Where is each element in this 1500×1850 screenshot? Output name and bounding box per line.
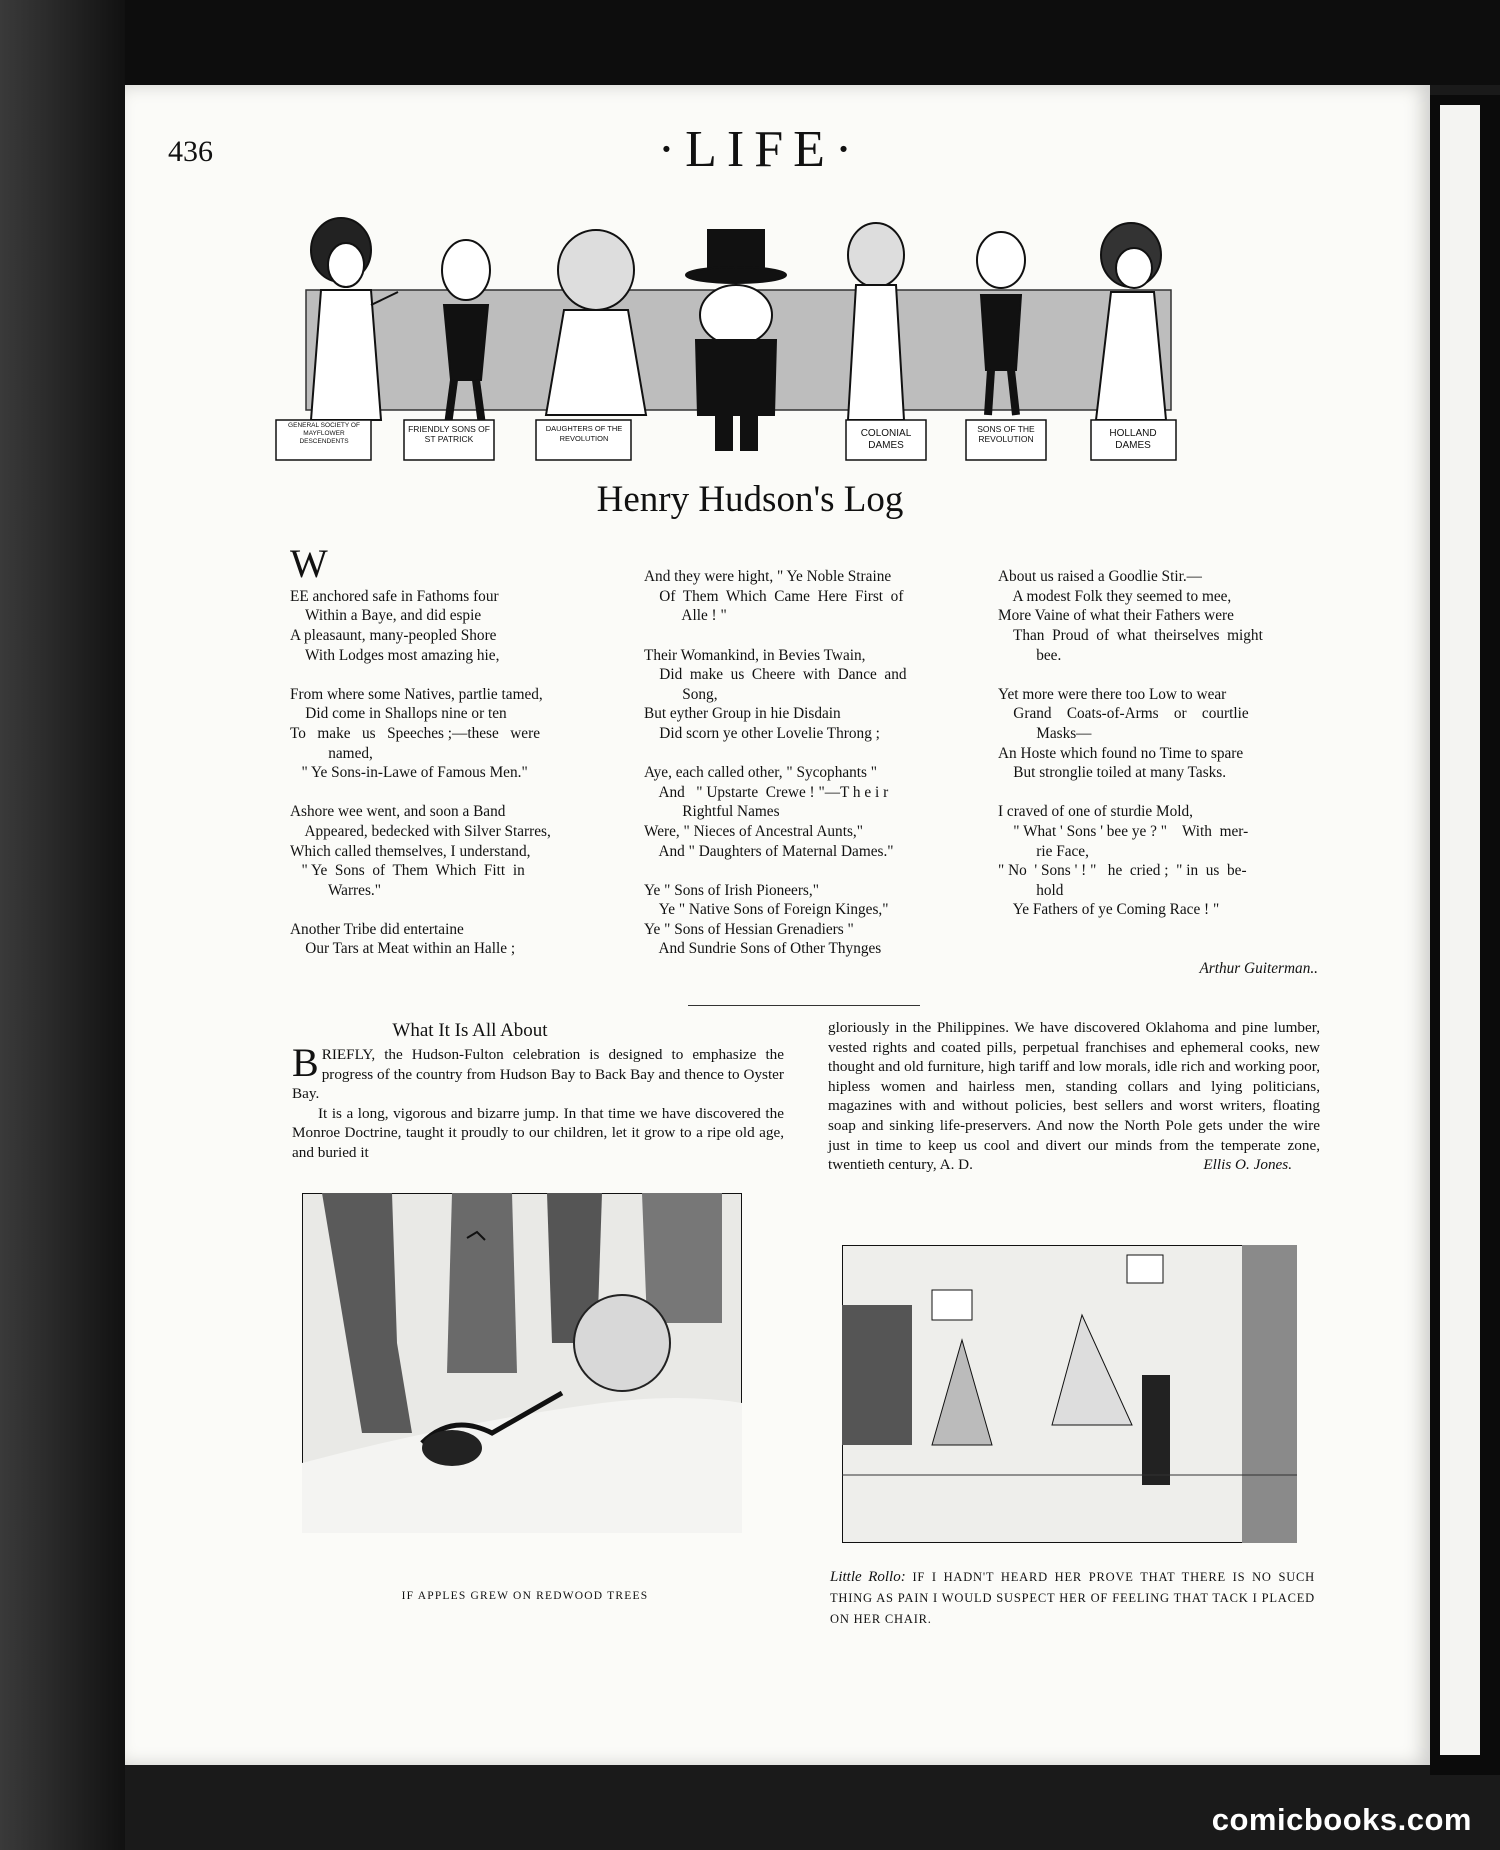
poem-line: Grand Coats-of-Arms or courtlie [998, 705, 1249, 723]
poem-line [644, 626, 974, 646]
poem-line: But stronglie toiled at many Tasks. [998, 764, 1227, 782]
masthead-title: ·LIFE· [657, 121, 863, 178]
poem-line: Their Womankind, in Bevies Twain, [644, 646, 866, 664]
caption-lead: Little Rollo: [830, 1569, 906, 1585]
poem-line: Ye " Native Sons of Foreign Kinges," [644, 901, 889, 919]
poem-line: Alle ! " [644, 607, 727, 625]
poem-line: Did come in Shallops nine or ten [290, 705, 507, 723]
poem-signature: Arthur Guiterman.. [1199, 960, 1318, 978]
poem-line: Song, [644, 685, 718, 703]
wall-picture [932, 1290, 972, 1320]
article-signature: Ellis O. Jones. [1203, 1156, 1292, 1174]
redwood-apple-illustration [302, 1193, 742, 1533]
poem-line: And they were hight, " Ye Noble Straine [644, 568, 892, 586]
poem-line: Ye Fathers of ye Coming Race ! " [998, 901, 1220, 919]
poem-line: Than Proud of what theirselves might [998, 626, 1263, 644]
article-column-1 [292, 1040, 784, 1163]
poem-line [644, 744, 974, 764]
poem-line: Appeared, bedecked with Silver Starres, [290, 822, 551, 840]
article-continuation: gloriously in the Philippines. We have discovered Oklahoma and pine lumber, vested rights and coated pills, perpetual franchises and ephemeral cooks, new thought and old furniture, high tariff and low morals, idle rich and working poor, hipless women and hairless men, standing collars and lying politicians, magazines with and without policies, best sellers and worst writers, floating soap and sinking life-preservers. And now the North Pole gets under the wire just in time to keep us cool and divert our minds from the temperate zone, twentieth century, A. D. [828, 1019, 1320, 1174]
poem-line: And " Upstarte Crewe ! "—T h e i r [644, 783, 889, 801]
redwood-trunk [447, 1193, 517, 1373]
poem-line: A pleasaunt, many-peopled Shore [290, 626, 497, 644]
scan-border-top [0, 0, 1500, 85]
poem-line: Within a Baye, and did espie [290, 607, 482, 625]
poem-line: With Lodges most amazing hie, [290, 646, 500, 664]
pedestal-label-2: FRIENDLY SONS OF ST PATRICK [408, 424, 490, 444]
article-lead: RIEFLY, the Hudson-Fulton celebration is designed to emphasize the progress of the country from Hudson Bay to Back Bay and thence to Oyster Bay. [292, 1046, 784, 1103]
poem-line: Our Tars at Meat within an Halle ; [290, 940, 516, 958]
poem-line [998, 783, 1338, 803]
poem-line: hold [998, 881, 1064, 899]
poem-line: Ye " Sons of Irish Pioneers," [644, 881, 819, 899]
section-divider [688, 1005, 920, 1006]
scan-border-left [0, 0, 125, 1850]
poem-line: An Hoste which found no Time to spare [998, 744, 1244, 762]
poem-column-1 [290, 528, 620, 979]
left-illustration-caption: IF APPLES GREW ON REDWOOD TREES [401, 1590, 649, 1602]
poem-title: Henry Hudson's Log [596, 479, 904, 520]
poem-line [290, 900, 620, 920]
poem-line: Warres." [290, 881, 381, 899]
poem-line: Rightful Names [644, 803, 780, 821]
article-column-2 [828, 1018, 1320, 1175]
wall-picture [1127, 1255, 1163, 1283]
poem-line [290, 783, 620, 803]
poem-line: Another Tribe did entertaine [290, 920, 464, 938]
piano [842, 1305, 912, 1445]
right-illustration-caption [830, 1567, 1315, 1630]
caption-text: IF I HADN'T HEARD HER PROVE THAT THERE IS NO SUCH THING AS PAIN I WOULD SUSPECT HER OF FEELING THAT TACK I PLACED ON HER CHAIR. [830, 1570, 1315, 1626]
poem-line [644, 861, 974, 881]
poem-line: " Ye Sons of Them Which Fitt in [290, 862, 525, 880]
poem-line: Yet more were there too Low to wear [998, 685, 1227, 703]
facing-page-edge [1440, 105, 1480, 1755]
little-rollo-illustration [842, 1245, 1297, 1543]
figure-henry-hudson [686, 230, 786, 450]
redwood-trunk [642, 1193, 722, 1323]
pedestal-label-5: SONS OF THE REVOLUTION [977, 424, 1035, 444]
poem-column-2 [644, 528, 974, 979]
poem-line: To make us Speeches ;—these were [290, 724, 540, 742]
poem-line: But eyther Group in hie Disdain [644, 705, 841, 723]
figure-colonial-dames [848, 223, 904, 420]
poem-line: Which called themselves, I understand, [290, 842, 531, 860]
poem-line: A modest Folk they seemed to mee, [998, 587, 1232, 605]
horse [422, 1430, 482, 1466]
page-number: 436 [168, 135, 213, 168]
poem-column-3 [998, 528, 1338, 998]
article-paragraph-2: It is a long, vigorous and bizarre jump. In that time we have discovered the Monroe Doctrine, taught it proudly to our children, let it grow to a ripe old age, and buried it [292, 1104, 784, 1161]
pedestal-label-6: HOLLAND DAMES [1109, 428, 1157, 451]
poem-line: bee. [998, 646, 1062, 664]
little-rollo [1142, 1375, 1170, 1485]
article-title: What It Is All About [392, 1020, 548, 1041]
poem-line: Aye, each called other, " Sycophants " [644, 764, 878, 782]
poem-line: " What ' Sons ' bee ye ? " With mer- [998, 822, 1249, 840]
poem-line: I craved of one of sturdie Mold, [998, 803, 1193, 821]
article-dropcap: B [292, 1040, 319, 1085]
poem-line: EE anchored safe in Fathoms four [290, 587, 499, 605]
poem-line: Did make us Cheere with Dance and [644, 666, 907, 684]
poem-line: About us raised a Goodlie Stir.— [998, 568, 1202, 586]
poem-line: And " Daughters of Maternal Dames." [644, 842, 894, 860]
poem-line: " Ye Sons-in-Lawe of Famous Men." [290, 764, 528, 782]
poem-line: More Vaine of what their Fathers were [998, 607, 1234, 625]
poem-line: And Sundrie Sons of Other Thynges [644, 940, 882, 958]
poem-line: " No ' Sons ' ! " he cried ; " in us be- [998, 862, 1247, 880]
pedestal-label-1: GENERAL SOCIETY OF MAYFLOWER DESCENDENTS [288, 422, 360, 445]
site-watermark: comicbooks.com [1211, 1802, 1472, 1837]
giant-apple [574, 1295, 670, 1391]
poem-line: Did scorn ye other Lovelie Throng ; [644, 724, 880, 742]
poem-line: Masks— [998, 724, 1092, 742]
poem-line: Of Them Which Came Here First of [644, 587, 904, 605]
curtain [1242, 1245, 1297, 1543]
poem-line: Ye " Sons of Hessian Grenadiers " [644, 920, 854, 938]
pedestal-label-3: DAUGHTERS OF THE REVOLUTION [545, 424, 623, 443]
poem-line: From where some Natives, partlie tamed, [290, 685, 543, 703]
poem-line [998, 665, 1338, 685]
pedestal-label-4: COLONIAL DAMES [860, 428, 912, 451]
poem-line: Were, " Nieces of Ancestral Aunts," [644, 822, 863, 840]
poem-line: rie Face, [998, 842, 1089, 860]
poem-line: named, [290, 744, 373, 762]
poem-line: Ashore wee went, and soon a Band [290, 803, 506, 821]
figure-daughters-revolution [546, 230, 646, 415]
poem-dropcap: W [290, 540, 328, 586]
poem-line [290, 665, 620, 685]
